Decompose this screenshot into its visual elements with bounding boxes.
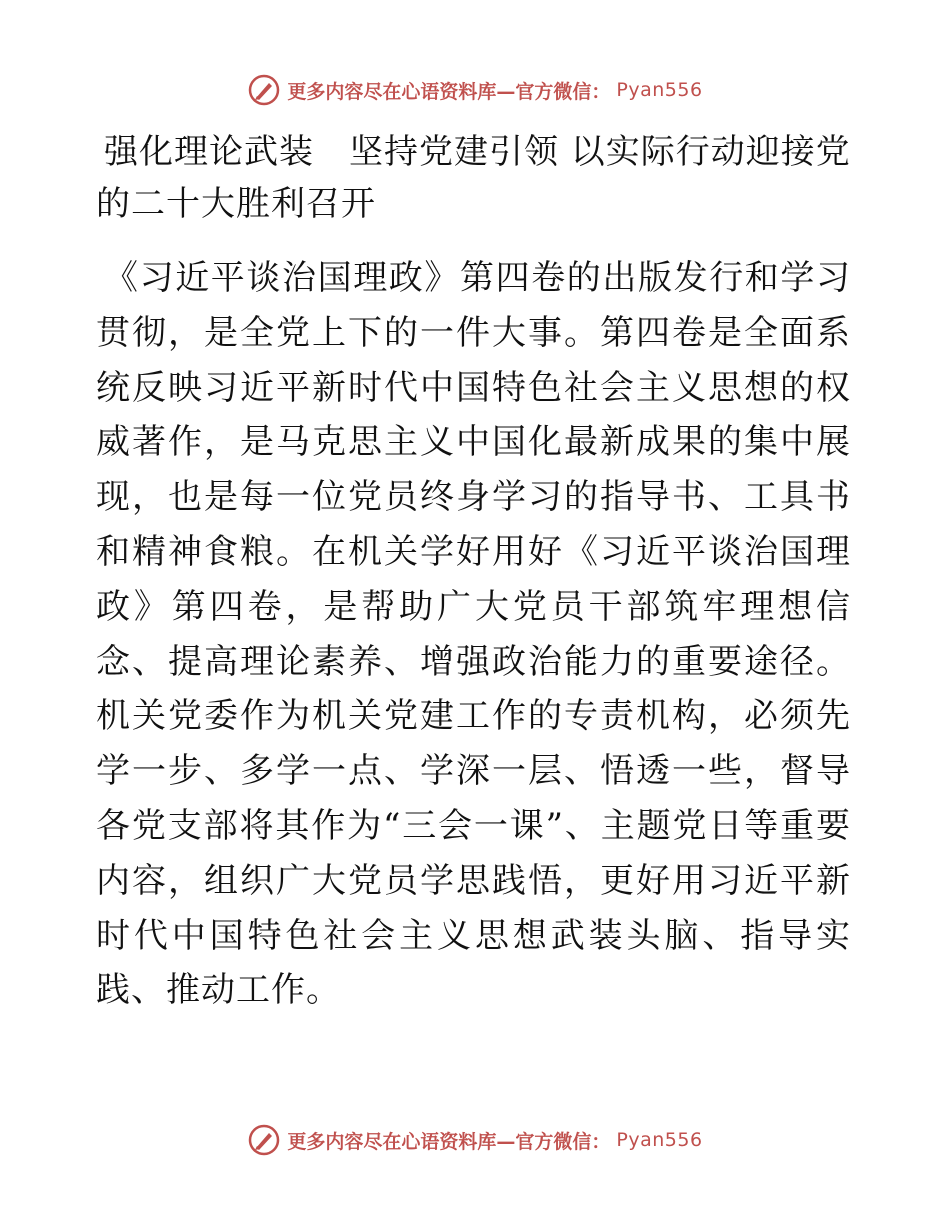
pen-seal-icon xyxy=(247,1123,281,1157)
document-body: 《习近平谈治国理政》第四卷的出版发行和学习贯彻，是全党上下的一件大事。第四卷是全面系统反映习近平新时代中国特色社会主义思想的权威著作，是马克思主义中国化最新成果的集中展现，也是每一位党员终身学习的指导书、工具书和精神食粮。在机关学好用好《习近平谈治国理政》第四卷，是帮助广大党员干部筑牢理想信念、提高理论素养、增强政治能力的重要途径。机关党委作为机关党建工作的专责机构，必须先学一步、多学一点、学深一层、悟透一些，督导各党支部将其作为“三会一课”、主题党日等重要内容，组织广大党员学思践悟，更好用习近平新时代中国特色社会主义思想武装头脑、指导实践、推动工作。 xyxy=(96,258,851,1011)
watermark-handle: Pyan556 xyxy=(616,1129,703,1151)
watermark-text: 更多内容尽在心语资料库—官方微信： xyxy=(287,1130,611,1153)
document-title: 强化理论武装 坚持党建引领 以实际行动迎接党的二十大胜利召开 xyxy=(96,132,851,224)
header-watermark xyxy=(0,68,950,112)
footer-watermark xyxy=(0,1118,950,1162)
watermark-handle: Pyan556 xyxy=(616,79,703,101)
pen-seal-icon xyxy=(247,73,281,107)
watermark-text: 更多内容尽在心语资料库—官方微信： xyxy=(287,80,611,103)
